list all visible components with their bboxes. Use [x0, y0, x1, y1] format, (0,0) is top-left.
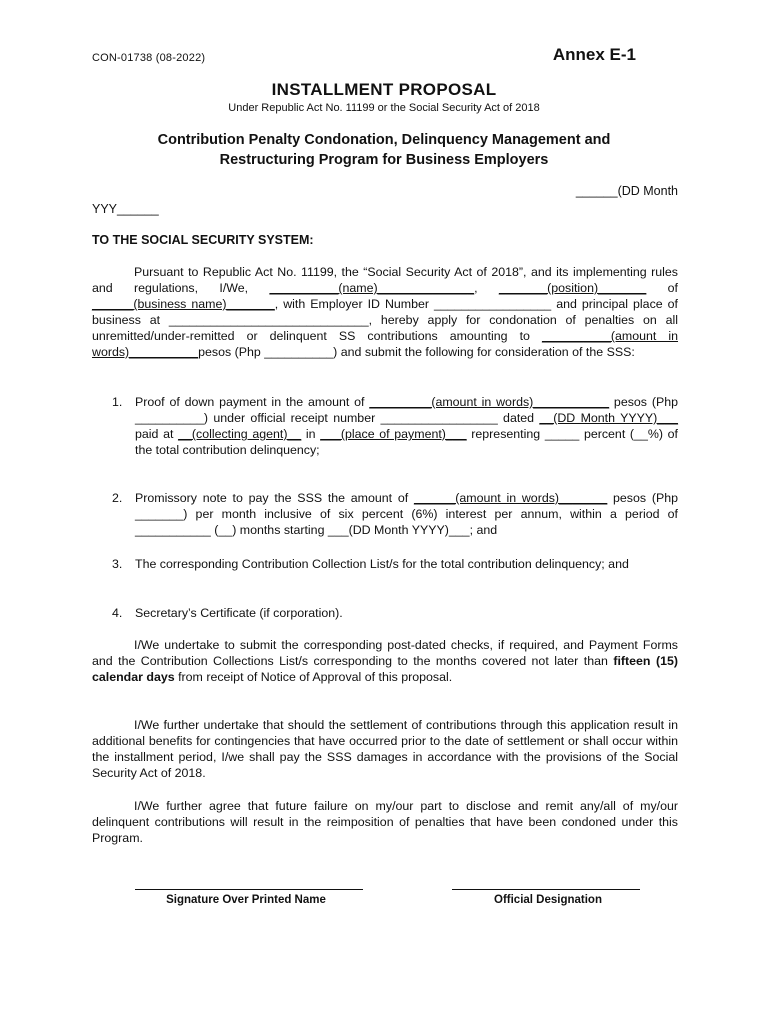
text: pesos (Php: [609, 395, 679, 409]
program-title-line1: Contribution Penalty Condonation, Delinquency Management and: [157, 132, 611, 148]
list-item: [112, 605, 678, 621]
addressee: TO THE SOCIAL SECURITY SYSTEM:: [92, 233, 314, 247]
amount-in-words-field[interactable]: __________(amount in words)__________: [92, 329, 679, 359]
text: (: [210, 523, 219, 537]
text: ) under official receipt number: [203, 411, 381, 425]
down-payment-amount-words-field[interactable]: _________(amount in words)___________: [369, 395, 610, 409]
signature-line[interactable]: [135, 889, 363, 890]
text: percent (: [579, 427, 635, 441]
paragraph-damages: I/We further undertake that should the settlement of contributions through this application result in additional benefits for contingencies that have occurred prior to the date of settlement or shall occur within the installment period, I/we shall pay the SSS damages in accordance with the provisions of the Social Security Act of 2018.: [92, 718, 678, 780]
text: dated: [497, 411, 540, 425]
list-item-text: Secretary’s Certificate (if corporation).: [135, 606, 343, 620]
amount-php-field[interactable]: __________: [264, 345, 334, 359]
paragraph-reimposition: I/We further agree that future failure on my/our part to disclose and remit any/all of my/our delinquent contributions will result in the reimposition of penalties that have been condoned under this Program.: [92, 799, 678, 845]
monthly-php-field[interactable]: _______: [135, 507, 184, 521]
deadline-emphasis: fifteen (15) calendar days: [92, 654, 678, 684]
text: ; and: [469, 523, 498, 537]
text: of: [646, 281, 679, 295]
text: pesos (Php: [607, 491, 678, 505]
text: , with Employer ID Number: [274, 297, 435, 311]
collecting-agent-field[interactable]: __(collecting agent)__: [178, 427, 302, 441]
text: ) and submit the following for consideration of the SSS:: [333, 345, 635, 359]
text: , hereby apply for condonation of penalties on all unremitted/under-remitted or delinquent SS contributions amounting to: [92, 313, 678, 343]
designation-line[interactable]: [452, 889, 640, 890]
months-count-field[interactable]: __: [218, 523, 233, 537]
date-label-part1: (DD Month: [617, 184, 678, 198]
text: representing: [466, 427, 545, 441]
business-address-field[interactable]: _____________________________: [168, 313, 369, 327]
paragraph-undertaking: [92, 637, 678, 685]
start-date-field[interactable]: ___(DD Month YYYY)___: [327, 523, 470, 537]
period-field[interactable]: ___________: [135, 523, 211, 537]
list-item-text: [135, 394, 678, 458]
date-field[interactable]: [576, 184, 678, 198]
signature-label: Signature Over Printed Name: [166, 894, 326, 906]
program-title: [110, 130, 658, 170]
text: ) per month inclusive of six percent (6%) interest per annum, within a period of: [183, 507, 678, 521]
list-item: [112, 394, 678, 458]
text: Promissory note to pay the SSS the amount of: [135, 491, 414, 505]
document-title: INSTALLMENT PROPOSAL: [271, 80, 497, 99]
list-number: 2.: [112, 491, 123, 505]
place-of-payment-field[interactable]: ___(place of payment)___: [320, 427, 467, 441]
list-item: [112, 490, 678, 538]
list-number: 4.: [112, 606, 123, 620]
document-subtitle: Under Republic Act No. 11199 or the Social Security Act of 2018: [228, 102, 540, 114]
receipt-date-field[interactable]: __(DD Month YYYY)___: [539, 411, 678, 425]
down-payment-php-field[interactable]: __________: [135, 411, 204, 425]
text: Pursuant to Republic Act No. 11199, the “Social Security Act of 2018”, and its implementing rules and regulations, I/We,: [92, 265, 678, 295]
employer-id-field[interactable]: _________________: [434, 297, 552, 311]
text: ) of the total contribution delinquency;: [135, 427, 678, 457]
date-field-continuation: YYY______: [92, 202, 159, 216]
text: pesos (Php: [198, 345, 265, 359]
percent-field[interactable]: _____: [544, 427, 580, 441]
promissory-amount-words-field[interactable]: ______(amount in words)_______: [413, 491, 608, 505]
paragraph-application: [92, 264, 678, 360]
text: in: [301, 427, 321, 441]
receipt-number-field[interactable]: _________________: [380, 411, 498, 425]
business-name-field[interactable]: ______(business name)_______: [92, 297, 275, 311]
list-item: [112, 556, 678, 572]
text: and principal place of business at: [92, 297, 678, 327]
designation-label: Official Designation: [494, 894, 602, 906]
text: ) months starting: [232, 523, 328, 537]
date-blank: ______: [575, 184, 618, 198]
list-number: 1.: [112, 395, 123, 409]
text: from receipt of Notice of Approval of this proposal.: [174, 670, 453, 684]
annex-label: Annex E-1: [552, 45, 636, 64]
position-field[interactable]: _______(position)_______: [498, 281, 647, 295]
form-code: CON-01738 (08-2022): [92, 52, 206, 64]
name-field[interactable]: __________(name)______________: [269, 281, 475, 295]
text: ,: [474, 281, 499, 295]
list-item-text: The corresponding Contribution Collection List/s for the total contribution delinquency; and: [135, 557, 629, 571]
list-item-text: [135, 490, 678, 538]
program-title-line2: Restructuring Program for Business Employers: [219, 152, 549, 168]
text: I/We undertake to submit the corresponding post-dated checks, if required, and Payment Forms and the Contribution Collections List/s corresponding to the months covered not later than: [92, 638, 678, 668]
list-number: 3.: [112, 557, 123, 571]
text: Proof of down payment in the amount of: [135, 395, 370, 409]
text: paid at: [135, 427, 179, 441]
percent-sign-field[interactable]: __%: [634, 427, 659, 441]
